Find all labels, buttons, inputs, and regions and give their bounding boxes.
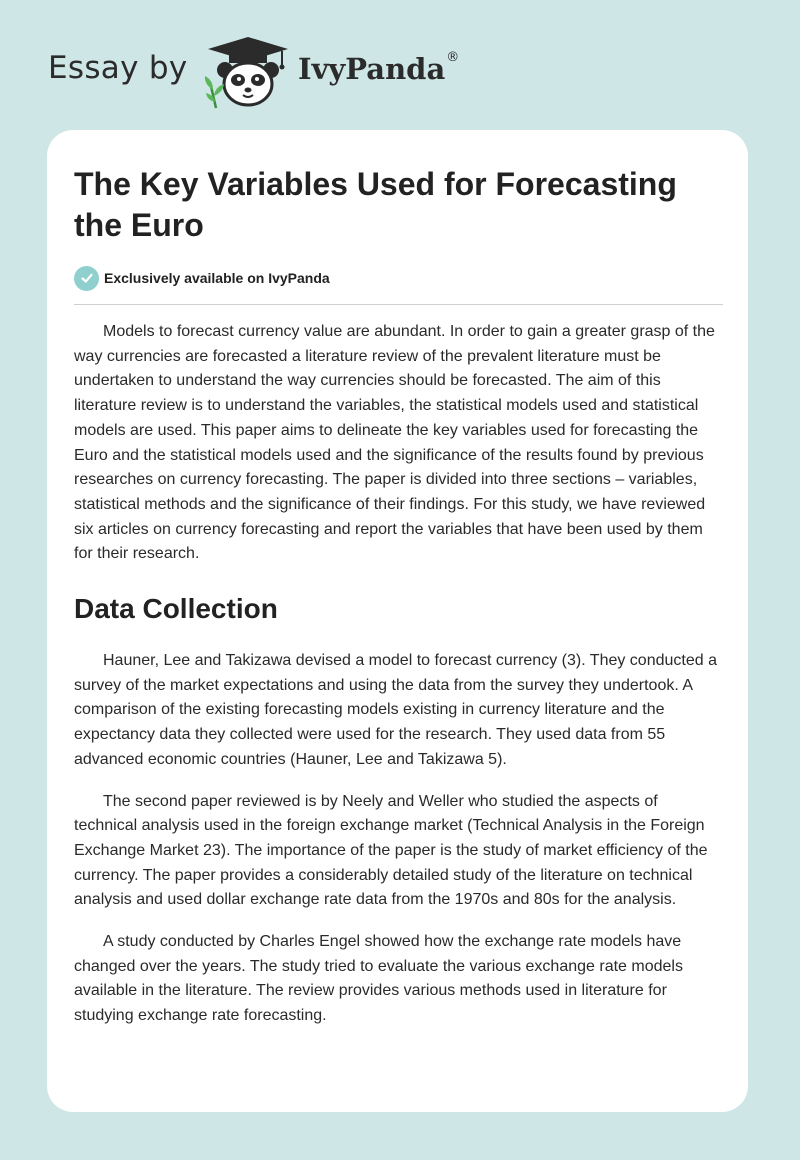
section-heading: Data Collection xyxy=(74,593,278,625)
essay-card xyxy=(47,130,748,1112)
brand-prefix: Essay by xyxy=(48,50,188,86)
site-header xyxy=(48,34,508,110)
body-paragraph: A study conducted by Charles Engel showed how the exchange rate models have changed over the years. The study tried to evaluate the various exchange rate models available in the literature. The review provides various methods used in literature for studying exchange rate forecasting. xyxy=(74,933,683,1025)
check-circle-icon xyxy=(74,266,99,291)
intro-paragraph: Models to forecast currency value are abundant. In order to gain a greater grasp of the way currencies are forecasted a literature review of the prevalent literature must be undertaken to understand the way currencies should be forecasted. The aim of this literature review is to understand the variables, the statistical models used and statistical models are used. This paper aims to delineate the key variables used for forecasting the Euro and the statistical models used and the significance of the results found by previous researches on currency forecasting. The paper is divided into three sections – variables, statistical methods and the significance of their findings. For this study, we have reviewed six articles on currency forecasting and report the variables that have been used by them for their research. xyxy=(74,323,715,563)
panda-graduate-logo-icon[interactable] xyxy=(202,34,294,110)
exclusive-badge xyxy=(74,265,722,291)
divider xyxy=(74,304,723,305)
body-paragraph: The second paper reviewed is by Neely and Weller who studied the aspects of technical analysis used in the foreign exchange market (Technical Analysis in the Foreign Exchange Market 23). The importance of the paper is the study of market efficiency of the currency. The paper provides a considerably detailed study of the literature on technical analysis and used dollar exchange rate data from the 1970s and 80s for the analysis. xyxy=(74,792,708,909)
exclusive-badge-text: Exclusively available on IvyPanda xyxy=(104,270,330,286)
page-title: The Key Variables Used for Forecasting the Euro xyxy=(74,166,677,243)
body-paragraph: Hauner, Lee and Takizawa devised a model to forecast currency (3). They conducted a survey of the market expectations and using the data from the survey they undertook. A comparison of the existing forecasting models existing in currency literature and the expectancy data they collected were used for the research. They used data from 55 advanced economic countries (Hauner, Lee and Takizawa 5). xyxy=(74,652,717,768)
brand-name[interactable]: IvyPanda® xyxy=(298,50,460,86)
